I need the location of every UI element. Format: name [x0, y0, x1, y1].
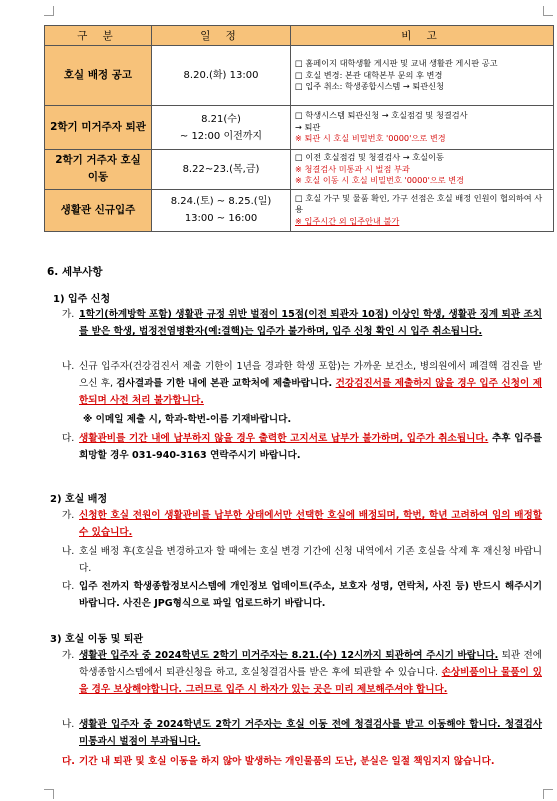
list-item [62, 430, 542, 464]
list-item [62, 507, 542, 541]
header-remarks: 비 고 [291, 26, 554, 46]
table-header-row [45, 26, 554, 46]
cell-schedule [152, 189, 291, 231]
list-marker: 가. [62, 510, 75, 521]
remark-line: → 퇴관 [295, 121, 321, 132]
cell-remarks [291, 46, 554, 106]
list-item [62, 753, 542, 770]
remark-line: ※ 퇴관 시 호실 비밀번호 '0000'으로 변경 [295, 133, 446, 144]
item-text [79, 358, 542, 409]
list-marker: 다. [62, 756, 75, 767]
remark-line: ※ 입주시간 외 입주안내 불가 [295, 215, 400, 226]
remark-line: □ 호실 가구 및 물품 확인, 가구 선점은 호실 배정 인원이 협의하여 사용 [295, 192, 543, 215]
list-marker: 나. [62, 361, 75, 372]
item-text-warning: 기간 내 퇴관 및 호실 이동을 하지 않아 발생하는 개인물품의 도난, 분실은 일절 책임지지 않습니다. [79, 756, 495, 767]
item-text-warning: 건강검진서를 제출하지 않을 경우 입주 신청이 제한되며 사전 처리 불가합니다. [79, 378, 542, 406]
list-item [62, 716, 542, 750]
list-item [62, 358, 542, 409]
page-corner-mark [543, 6, 553, 16]
item-text-part: 퇴관 전에 학생종합시스템에서 퇴관신청을 하고, 호실청결검사를 받은 후에 퇴관할 수 있습니다. [79, 650, 543, 678]
list-marker: 다. [62, 433, 75, 444]
list-marker: 다. [62, 581, 75, 592]
item-text-emphasis: 검사결과를 기한 내에 본관 교학처에 제출바랍니다. [116, 378, 336, 389]
cell-schedule [152, 46, 291, 106]
item-text [79, 647, 542, 698]
schedule-line: 8.20.(화) 13:00 [183, 70, 259, 81]
item-text-warning: 생활관비를 기간 내에 납부하지 않을 경우 출력한 고지서로 납부가 불가하며, 입주가 취소됩니다. [79, 433, 489, 444]
item-text-part: 신규 입주자(건강검진서 제출 기한이 1년을 경과한 학생 포함)는 가까운 보건소, 병의원에서 폐결핵 검진을 받으신 후, [79, 361, 542, 389]
table-row [45, 46, 554, 106]
subsection-title-move-in: 1) 입주 신청 [53, 294, 111, 305]
schedule-line: 8.21(수) [201, 113, 241, 125]
header-category: 구 분 [45, 26, 152, 46]
remark-line: □ 이전 호실점검 및 청결검사 → 호실이동 [295, 152, 444, 162]
schedule-line: 8.22~23.(목,금) [182, 163, 260, 175]
remark-line: □ 호실 변경: 본관 대학본부 문의 후 변경 [295, 69, 443, 80]
header-schedule: 일 정 [152, 26, 291, 46]
subsection-title-move-out: 3) 호실 이동 및 퇴관 [50, 634, 144, 645]
item-text-emphasis: 추후 입주를 희망할 경우 031-940-3163 연락주시기 바랍니다. [79, 433, 542, 461]
cell-category: 생활관 신규입주 [45, 189, 152, 231]
cell-category: 호실 배정 공고 [45, 46, 152, 106]
remark-line: □ 학생시스템 퇴관신청 → 호실점검 및 청결검사 [295, 110, 468, 121]
table-row [45, 189, 554, 231]
schedule-line: 8.24.(토) ~ 8.25.(일) [170, 196, 272, 207]
cell-remarks [291, 150, 554, 190]
page-corner-mark [44, 789, 54, 799]
list-marker: 가. [62, 309, 75, 320]
list-item [62, 647, 542, 698]
remark-line: ※ 청결검사 미통과 시 벌점 부과 [295, 163, 410, 174]
list-item [62, 578, 542, 612]
cell-remarks [291, 189, 554, 231]
cell-category: 2학기 거주자 호실 이동 [45, 150, 152, 190]
schedule-table [44, 25, 554, 232]
item-text-warning: 신청한 호실 전원이 생활관비를 납부한 상태에서만 선택한 호실에 배정되며, 학번, 학년 고려하여 임의 배정할 수 있습니다. [79, 510, 542, 538]
remark-line: ※ 호실 이동 시 호실 비밀번호 '0000'으로 변경 [295, 175, 465, 185]
item-text-warning: 손상비품이나 물품이 있을 경우 보상해야합니다. 그러므로 입주 시 하자가 있는 곳은 미리 제보해주셔야 합니다. [79, 667, 542, 695]
note-line: ※ 이메일 제출 시, 학과-학번-이름 기재바랍니다. [83, 414, 292, 425]
list-item [62, 543, 542, 577]
item-text: 입주 전까지 학생종합정보시스템에 개인정보 업데이트(주소, 보호자 성명, 연락처, 사진 등) 반드시 해주시기 바랍니다. 사진은 JPG형식으로 파일 업로드하기 바랍니다. [79, 581, 542, 609]
section-title: 6. 세부사항 [47, 266, 103, 278]
item-text: 1학기(하계방학 포함) 생활관 규정 위반 벌점이 15점(이전 퇴관자 10점) 이상인 학생, 생활관 징계 퇴관 조치를 받은 학생, 법정전염병환자(예:결핵)는 입주가 불가하며, 입주 신청 확인 시 입주 취소됩니다. [79, 309, 542, 337]
item-text-emphasis: 생활관 입주자 중 2024학년도 2학기 거주자는 호실 이동 전에 청결검사를 받고 이동해야 합니다. 청결검사 미통과시 벌점이 부과됩니다. [79, 719, 542, 747]
remark-line: □ 홈페이지 대학생활 게시판 및 교내 생활관 게시판 공고 [295, 58, 498, 69]
schedule-line: ~ 12:00 이전까지 [179, 130, 263, 142]
item-text [79, 430, 542, 464]
list-marker: 나. [62, 719, 75, 730]
remark-line: □ 입주 취소: 학생종합시스템 → 퇴관신청 [295, 81, 445, 92]
subsection-title-room-assignment: 2) 호실 배정 [50, 494, 108, 505]
cell-category: 2학기 미거주자 퇴관 [45, 106, 152, 150]
table-row [45, 150, 554, 190]
list-marker: 가. [62, 650, 75, 661]
cell-schedule [152, 106, 291, 150]
list-item [62, 306, 542, 340]
page-corner-mark [543, 789, 553, 799]
schedule-line: 13:00 ~ 16:00 [184, 213, 258, 224]
list-marker: 나. [62, 546, 75, 557]
page-corner-mark [44, 6, 54, 16]
item-text-emphasis: 생활관 입주자 중 2024학년도 2학기 미거주자는 8.21.(수) 12시까지 퇴관하여 주시기 바랍니다. [79, 650, 499, 661]
table-row [45, 106, 554, 150]
schedule-table-body [45, 46, 554, 232]
cell-remarks [291, 106, 554, 150]
cell-schedule [152, 150, 291, 190]
item-text: 호실 배정 후(호실을 변경하고자 할 때에는 호실 변경 기간에 신청 내역에서 기존 호실을 삭제 후 재신청 바랍니다. [79, 546, 542, 574]
